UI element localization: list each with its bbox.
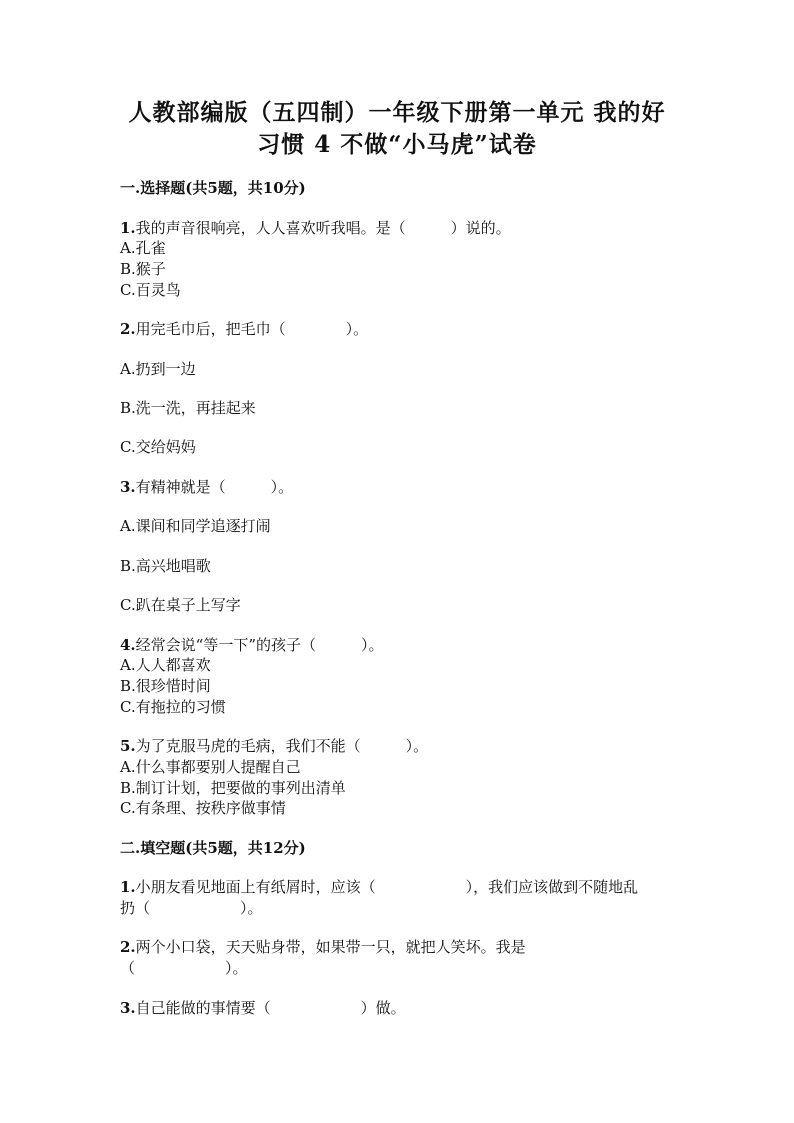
- question-number: 1.: [120, 219, 136, 237]
- choice-option: A.人人都喜欢: [120, 656, 211, 674]
- choice-option: C.交给妈妈: [120, 438, 196, 456]
- fill-question-3: [120, 998, 406, 1018]
- choice-option: A.扔到一边: [120, 360, 196, 378]
- exam-title-line-2: 习惯 4 不做“小马虎”试卷: [257, 131, 537, 158]
- choice-option: C.有拖拉的习惯: [120, 698, 226, 716]
- question-text-continued: 扔（ ）。: [120, 899, 263, 917]
- choice-question-4: [120, 635, 384, 655]
- question-text: 为了克服马虎的毛病，我们不能（ ）。: [135, 737, 429, 755]
- fill-question-2: [120, 937, 526, 957]
- question-text: 经常会说“等一下”的孩子（ ）。: [135, 636, 384, 654]
- section-heading-choice: 一.选择题(共5题，共10分): [120, 179, 306, 197]
- question-number: 4.: [120, 636, 136, 654]
- choice-option: B.高兴地唱歌: [120, 557, 211, 575]
- question-text: 自己能做的事情要（ ）做。: [135, 999, 406, 1017]
- choice-option: C.百灵鸟: [120, 281, 181, 299]
- question-number: 2.: [120, 320, 136, 338]
- section-heading-fill-blank: 二.填空题(共5题，共12分): [120, 839, 306, 857]
- choice-option: B.洗一洗，再挂起来: [120, 399, 256, 417]
- choice-question-5: [120, 736, 428, 756]
- choice-option: B.制订计划，把要做的事列出清单: [120, 779, 346, 797]
- question-number: 5.: [120, 737, 136, 755]
- question-text: 小朋友看见地面上有纸屑时，应该（ ），我们应该做到不随地乱: [135, 878, 639, 896]
- question-text: 有精神就是（ ）。: [135, 478, 294, 496]
- choice-option: A.孔雀: [120, 239, 166, 257]
- fill-question-1: [120, 877, 638, 897]
- question-number: 2.: [120, 938, 136, 956]
- choice-question-3: [120, 477, 293, 497]
- choice-option: B.猴子: [120, 260, 166, 278]
- choice-question-1: [120, 218, 511, 238]
- choice-option: A.什么事都要别人提醒自己: [120, 758, 301, 776]
- choice-question-2: [120, 319, 368, 339]
- question-text-continued: （ ）。: [120, 959, 248, 977]
- question-number: 3.: [120, 478, 136, 496]
- choice-option: C.有条理、按秩序做事情: [120, 799, 286, 817]
- question-text: 我的声音很响亮，人人喜欢听我唱。是（ ）说的。: [135, 219, 511, 237]
- question-number: 1.: [120, 878, 136, 896]
- choice-option: A.课间和同学追逐打闹: [120, 517, 271, 535]
- choice-option: C.趴在桌子上写字: [120, 596, 241, 614]
- question-text: 两个小口袋，天天贴身带，如果带一只，就把人笑坏。我是: [135, 938, 526, 956]
- choice-option: B.很珍惜时间: [120, 677, 211, 695]
- question-number: 3.: [120, 999, 136, 1017]
- question-text: 用完毛巾后，把毛巾（ ）。: [135, 320, 369, 338]
- exam-title-line-1: 人教部编版（五四制）一年级下册第一单元 我的好: [128, 99, 666, 126]
